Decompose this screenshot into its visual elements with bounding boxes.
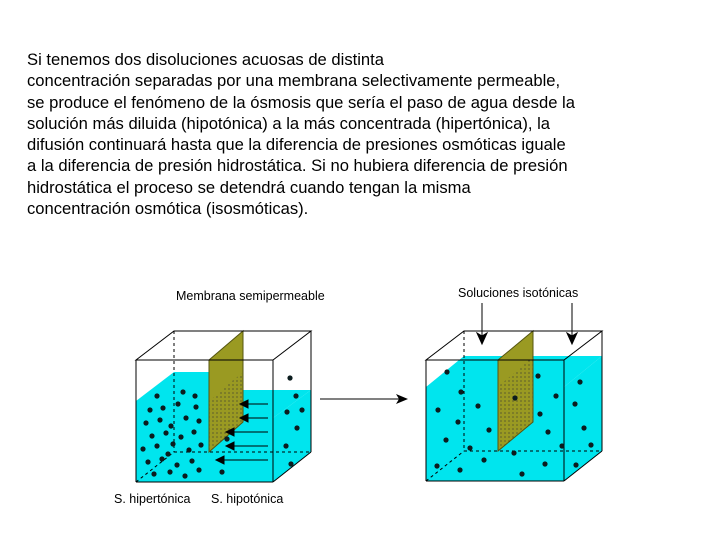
solute-particle bbox=[443, 437, 448, 442]
solute-particle bbox=[168, 423, 173, 428]
solute-particle bbox=[545, 429, 550, 434]
solute-particle bbox=[535, 373, 540, 378]
solute-particle bbox=[196, 418, 201, 423]
solute-particle bbox=[147, 407, 152, 412]
solute-particle bbox=[178, 434, 183, 439]
solute-particle bbox=[542, 461, 547, 466]
solute-particle bbox=[299, 407, 304, 412]
solute-particle bbox=[434, 463, 439, 468]
solute-particle bbox=[486, 427, 491, 432]
solute-particle bbox=[189, 458, 194, 463]
label-hypotonic: S. hipotónica bbox=[211, 492, 284, 506]
paragraph-line: solución más diluida (hipotónica) a la más concentrada (hipertónica), la bbox=[27, 113, 550, 133]
solute-particle bbox=[573, 462, 578, 467]
paragraph-line: difusión continuará hasta que la diferencia de presiones osmóticas iguale bbox=[27, 135, 566, 155]
solute-particle bbox=[149, 433, 154, 438]
paragraph-line: concentración osmótica (isosmóticas). bbox=[27, 199, 309, 219]
solute-particle bbox=[140, 446, 145, 451]
solute-particle bbox=[284, 409, 289, 414]
paragraph-line: a la diferencia de presión hidrostática. Si no hubiera diferencia de presión bbox=[27, 156, 568, 176]
solute-particle bbox=[581, 425, 586, 430]
label-isotonic: Soluciones isotónicas bbox=[458, 286, 579, 300]
solute-particle bbox=[283, 443, 288, 448]
paragraph-line: se produce el fenómeno de la ósmosis que sería el paso de agua desde la bbox=[27, 92, 575, 112]
solute-particle bbox=[154, 393, 159, 398]
right-water-front bbox=[426, 387, 564, 481]
solute-particle bbox=[198, 442, 203, 447]
solute-particle bbox=[145, 459, 150, 464]
solute-particle bbox=[186, 447, 191, 452]
solute-particle bbox=[160, 405, 165, 410]
paragraph-line: concentración separadas por una membrana selectivamente permeable, bbox=[27, 71, 561, 91]
solute-particle bbox=[157, 417, 162, 422]
solute-particle bbox=[577, 379, 582, 384]
solute-particle bbox=[458, 389, 463, 394]
solute-particle bbox=[193, 404, 198, 409]
solute-particle bbox=[293, 393, 298, 398]
solute-particle bbox=[167, 469, 172, 474]
solute-particle bbox=[192, 393, 197, 398]
solute-particle bbox=[151, 471, 156, 476]
solute-particle bbox=[467, 445, 472, 450]
solute-particle bbox=[191, 429, 196, 434]
solute-particle bbox=[537, 411, 542, 416]
solute-particle bbox=[559, 443, 564, 448]
solute-particle bbox=[512, 395, 517, 400]
paragraph-line: hidrostática el proceso se detendrá cuando tengan la misma bbox=[27, 177, 471, 197]
solute-particle bbox=[165, 451, 170, 456]
solute-particle bbox=[519, 471, 524, 476]
process-arrow bbox=[320, 394, 408, 404]
solute-particle bbox=[294, 425, 299, 430]
solute-particle bbox=[154, 443, 159, 448]
solute-particle bbox=[180, 389, 185, 394]
solute-particle bbox=[287, 375, 292, 380]
solute-particle bbox=[457, 467, 462, 472]
solute-particle bbox=[159, 456, 164, 461]
solute-particle bbox=[572, 401, 577, 406]
solute-particle bbox=[175, 401, 180, 406]
solute-particle bbox=[553, 393, 558, 398]
solute-particle bbox=[219, 469, 224, 474]
solute-particle bbox=[475, 403, 480, 408]
solute-particle bbox=[174, 462, 179, 467]
solute-particle bbox=[182, 473, 187, 478]
solute-particle bbox=[170, 441, 175, 446]
solute-particle bbox=[511, 450, 516, 455]
solute-particle bbox=[444, 369, 449, 374]
solute-particle bbox=[435, 407, 440, 412]
solute-particle bbox=[196, 467, 201, 472]
solute-particle bbox=[224, 436, 229, 441]
label-hypertonic: S. hipertónica bbox=[114, 492, 191, 506]
solute-particle bbox=[288, 461, 293, 466]
solute-particle bbox=[163, 430, 168, 435]
solute-particle bbox=[183, 415, 188, 420]
solute-particle bbox=[455, 419, 460, 424]
right-container bbox=[426, 303, 602, 481]
solute-particle bbox=[481, 457, 486, 462]
solute-particle bbox=[588, 442, 593, 447]
paragraph-line: Si tenemos dos disoluciones acuosas de distinta bbox=[27, 50, 384, 69]
left-container bbox=[136, 331, 311, 482]
solute-particle bbox=[143, 420, 148, 425]
label-membrane: Membrana semipermeable bbox=[176, 289, 325, 303]
